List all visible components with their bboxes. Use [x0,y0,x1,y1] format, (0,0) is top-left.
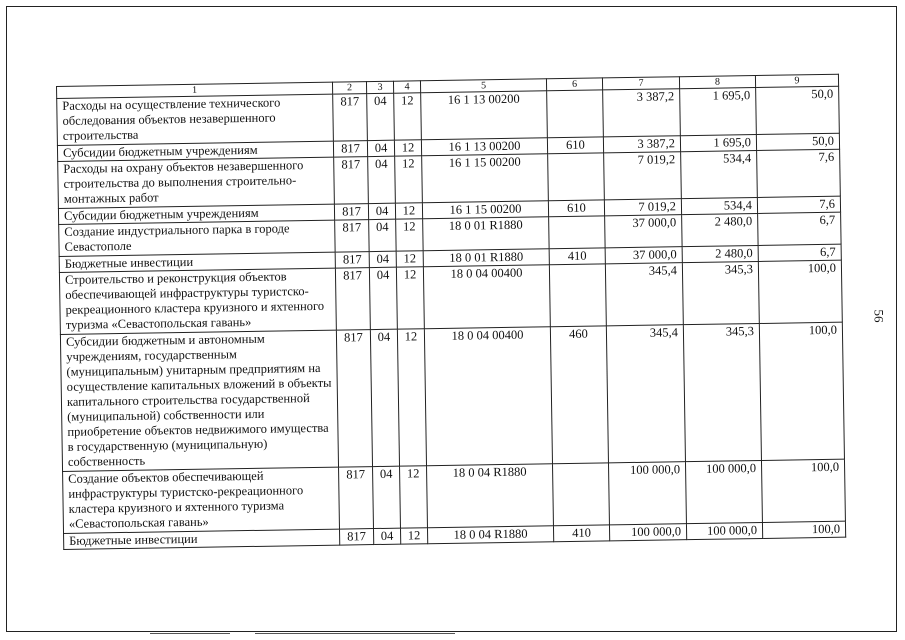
header-cell: 8 [679,76,755,89]
cell-value-8: 534,4 [681,197,757,214]
cell-expense-type: 410 [553,525,609,542]
cell-value-7: 345,4 [605,263,683,326]
cell-gov-code: 817 [333,141,367,158]
cell-value-7: 100 000,0 [608,462,686,525]
cell-target-article: 18 0 01 R1880 [423,249,549,267]
cell-expense-type: 410 [549,248,605,265]
cell-subsection: 12 [400,528,427,544]
cell-gov-code: 817 [335,252,369,269]
cell-section: 04 [368,203,395,219]
cell-target-article: 16 1 13 00200 [421,138,547,156]
cell-value-7: 3 387,2 [603,136,680,153]
cell-value-7: 345,4 [606,325,685,463]
header-cell: 4 [393,81,420,93]
cell-section: 04 [368,156,396,203]
cell-subsection: 12 [396,251,423,267]
cell-value-8: 345,3 [682,261,759,324]
row-name: Расходы на осуществление технического обследования объектов незавершенного строительства [57,94,334,145]
cell-value-8: 2 480,0 [682,245,758,262]
cell-section: 04 [369,219,396,251]
cell-gov-code: 817 [334,157,369,205]
cell-value-8: 534,4 [681,151,758,199]
cell-value-9: 6,7 [758,244,841,261]
cell-value-9: 7,6 [757,149,841,197]
cell-target-article: 18 0 04 00400 [424,327,552,466]
cell-value-9: 100,0 [761,459,845,522]
cell-value-9: 50,0 [756,133,839,150]
row-name: Строительство и реконструкция объектов обеспечивающей инфраструктуры туристско-рекреационного кластера круизного и яхтенного туризма «Севастопольская гавань» [59,268,336,334]
cell-value-8: 100 000,0 [685,460,762,523]
cell-expense-type [547,90,604,138]
cell-value-9: 100,0 [759,322,844,460]
header-cell: 3 [366,81,393,93]
cell-value-8: 100 000,0 [686,522,762,539]
cell-target-article: 16 1 13 00200 [421,91,548,140]
header-cell: 9 [755,74,838,87]
scan-line [150,633,230,634]
cell-subsection: 12 [394,93,422,140]
cell-value-9: 6,7 [758,212,841,245]
cell-expense-type [549,216,605,249]
row-name: Субсидии бюджетным учреждениям [57,141,333,161]
row-name: Расходы на охрану объектов незавершенного строительства до выполнения строительно-монтажных работ [58,157,335,208]
cell-gov-code: 817 [336,330,372,468]
cell-subsection: 12 [395,203,422,219]
cell-gov-code: 817 [339,467,374,530]
cell-target-article: 18 0 04 R1880 [427,464,554,528]
header-cell: 6 [546,78,602,91]
row-name: Создание объектов обеспечивающей инфраструктуры туристско-рекреационного кластера круизного и яхтенного туризма «Севастопольская гавань» [63,467,340,533]
cell-section: 04 [373,528,400,544]
header-cell: 1 [57,82,333,98]
cell-value-7: 7 019,2 [604,152,682,200]
cell-section: 04 [369,267,397,329]
row-name: Субсидии бюджетным учреждениям [58,204,334,224]
cell-expense-type: 610 [547,137,603,154]
cell-value-7: 37 000,0 [605,215,682,248]
cell-subsection: 12 [397,329,426,466]
cell-value-9: 100,0 [762,521,845,538]
cell-expense-type [549,264,606,327]
cell-target-article: 16 1 15 00200 [422,201,548,219]
cell-expense-type [548,153,605,201]
cell-expense-type [552,463,609,526]
cell-subsection: 12 [396,219,423,251]
cell-value-7: 7 019,2 [604,199,681,216]
row-name: Создание индустриального парка в городе Севастополе [59,220,335,256]
cell-subsection: 12 [395,156,423,203]
cell-subsection: 12 [396,267,424,329]
cell-expense-type: 610 [548,200,604,217]
cell-target-article: 18 0 01 R1880 [423,217,549,251]
cell-value-7: 100 000,0 [609,524,686,541]
row-name: Бюджетные инвестиции [59,252,335,272]
budget-table [56,74,846,550]
table-row [60,322,844,471]
page-number: 56 [871,309,887,323]
cell-section: 04 [367,140,394,156]
cell-value-9: 100,0 [758,260,842,323]
cell-subsection: 12 [400,466,428,528]
cell-value-8: 2 480,0 [682,213,758,246]
cell-gov-code: 817 [335,268,370,331]
cell-value-9: 7,6 [757,196,840,213]
cell-value-8: 1 695,0 [680,135,756,152]
cell-expense-type: 460 [550,326,608,464]
cell-value-7: 3 387,2 [603,89,681,137]
cell-value-9: 50,0 [756,86,840,134]
cell-section: 04 [367,93,395,140]
cell-gov-code: 817 [334,204,368,221]
cell-value-7: 37 000,0 [605,247,682,264]
cell-section: 04 [369,251,396,267]
header-cell: 5 [420,79,546,93]
cell-value-8: 1 695,0 [680,88,757,136]
cell-target-article: 16 1 15 00200 [422,154,549,203]
cell-gov-code: 817 [335,220,369,253]
cell-target-article: 18 0 04 00400 [423,265,550,329]
cell-section: 04 [373,466,401,528]
cell-subsection: 12 [394,140,421,156]
header-cell: 2 [332,82,366,95]
scan-line [255,633,455,634]
cell-section: 04 [370,329,399,466]
cell-gov-code: 817 [339,529,373,546]
header-cell: 7 [602,77,679,90]
cell-value-8: 345,3 [683,323,761,461]
row-name: Бюджетные инвестиции [64,529,340,549]
row-name: Субсидии бюджетным и автономным учреждениям, государственным (муниципальным) унитарным предприятиям на осуществление капитальных вложений в объекты капитального строительства государственной (муниципальной) собственности или приобретение объектов недвижимого имущества в государственную (муниципальную) собственность [60,330,338,471]
cell-target-article: 18 0 04 R1880 [427,526,553,544]
cell-gov-code: 817 [333,94,368,142]
